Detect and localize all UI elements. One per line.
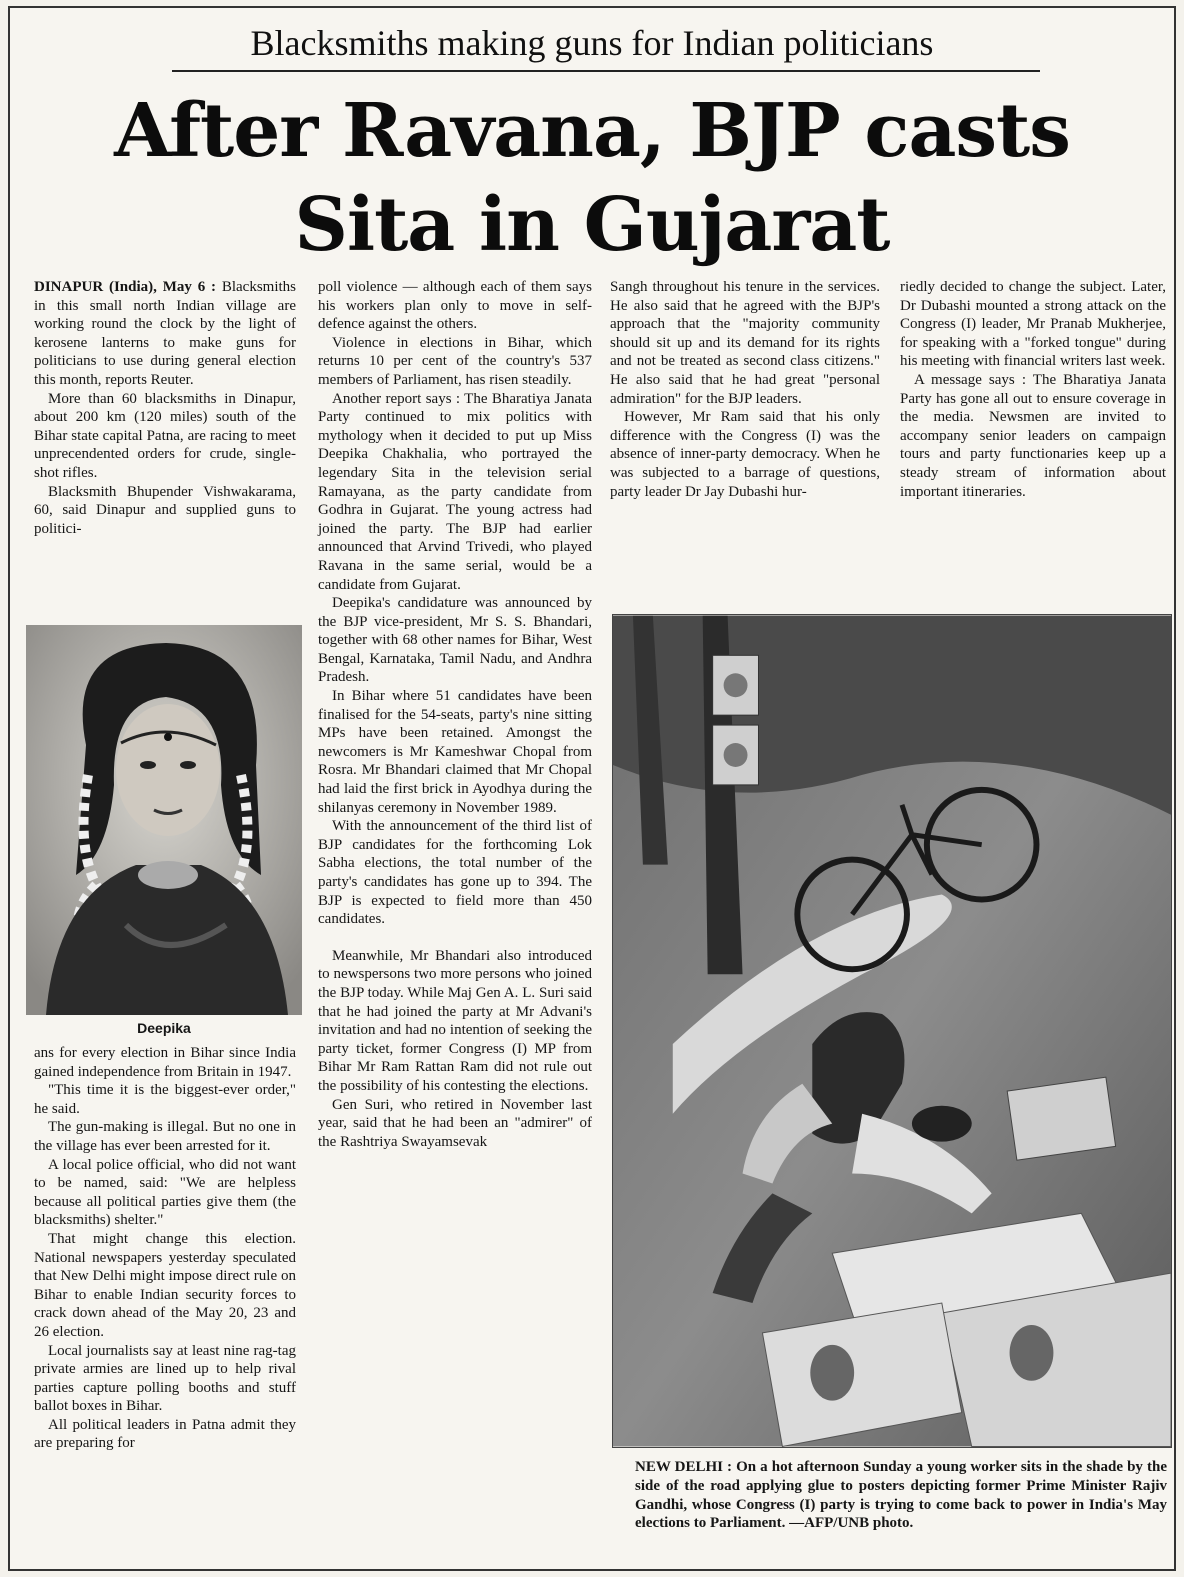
- paragraph: poll violence — although each of them says his workers plan only to move in self-defence against the others.: [318, 279, 592, 333]
- photo-caption: [635, 1458, 1167, 1533]
- portrait-caption: Deepika: [137, 1020, 191, 1036]
- paragraph: ans for every election in Bihar since India gained independence from Britain in 1947.: [34, 1045, 296, 1080]
- column-2: [318, 278, 592, 1151]
- paragraph: riedly decided to change the subject. Later, Dr Dubashi mounted a strong attack on the Congress (I) leader, Mr Pranab Mukherjee, for speaking with a "forked tongue" during his meeting with financial writers last week.: [900, 279, 1166, 370]
- column-4: [900, 278, 1166, 501]
- paragraph: However, Mr Ram said that his only difference with the Congress (I) was the absence of inner-party democracy. When he was subjected to a barrage of questions, party leader Dr Jay Dubashi hur-: [610, 409, 880, 500]
- kicker-rule: [172, 70, 1040, 72]
- paragraph: Violence in elections in Bihar, which returns 10 per cent of the country's 537 members of Parliament, has risen steadily.: [318, 334, 592, 388]
- paragraph: More than 60 blacksmiths in Dinapur, about 200 km (120 miles) south of the Bihar state capital Patna, are racing to meet unprecendented orders for crude, single-shot rifles.: [34, 390, 296, 481]
- paragraph: The gun-making is illegal. But no one in the village has ever been arrested for it.: [34, 1119, 296, 1154]
- headline-line-2: Sita in Gujarat: [294, 182, 890, 268]
- caption-dateline: NEW DELHI :: [635, 1459, 733, 1475]
- street-worker-photo: [612, 614, 1172, 1448]
- paragraph: Another report says : The Bharatiya Janata Party continued to mix politics with mythology when it decided to put up Miss Deepika Chakhalia, who portrayed the legendary Sita in the television serial Ramayana, as the party candidate from Godhra in Gujarat. The young actress had joined the party. The BJP had earlier announced that Arvind Trivedi, who played Ravana in the same serial, would be a candidate from Gujarat.: [318, 390, 592, 593]
- caption-credit: —AFP/UNB photo.: [789, 1515, 914, 1532]
- caption-text: On a hot afternoon Sunday a young worker sits in the shade by the side of the road applying glue to posters depicting former Prime Minister Rajiv Gandhi, whose Congress (I) party is trying to come back to power in India's May elections to Parliament.: [635, 1459, 1167, 1532]
- paragraph: Deepika's candidature was announced by the BJP vice-president, Mr S. S. Bhandari, together with 68 other names for Bihar, West Bengal, Karnataka, Tamil Nadu, and Andhra Pradesh.: [318, 595, 592, 686]
- dateline: DINAPUR (India), May 6 :: [34, 279, 217, 295]
- main-headline: [10, 84, 1174, 272]
- paragraph: Blacksmith Bhupender Vishwakarama, 60, said Dinapur and supplied guns to politici-: [34, 483, 296, 537]
- paragraph: In Bihar where 51 candidates have been finalised for the 54-seats, party's nine sitting MPs have been retained. Amongst the newcomers is Mr Kameshwar Chopal from Rosra. Mr Bhandari claimed that Mr Chopal had laid the first brick in Ayodhya during the shilanyas ceremony in November 1989.: [318, 688, 592, 816]
- street-worker-photo-image: [613, 615, 1171, 1447]
- paragraph: With the announcement of the third list of BJP candidates for the forthcoming Lok Sabha elections, the total number of the party's candidates has gone up to 394. The BJP is expected to field more than 450 candidates.: [318, 818, 592, 928]
- paragraph: A message says : The Bharatiya Janata Party has gone all out to ensure coverage in the media. Newsmen are invited to accompany senior leaders on campaign tours and party functionaries keep up a steady stream of information about important itineraries.: [900, 371, 1166, 500]
- column-3: [610, 278, 880, 501]
- paragraph: Gen Suri, who retired in November last year, said that he had been an "admirer" of the Rashtriya Swayamsevak: [318, 1096, 592, 1150]
- portrait-photo: [26, 625, 302, 1015]
- paragraph: Local journalists say at least nine rag-tag private armies are lined up to help rival parties capture polling booths and stuff ballot boxes in Bihar.: [34, 1342, 296, 1415]
- newspaper-page: [8, 6, 1176, 1571]
- column-1-top: [34, 278, 296, 538]
- paragraph: "This time it is the biggest-ever order," he said.: [34, 1082, 296, 1117]
- paragraph: Meanwhile, Mr Bhandari also introduced to newspersons two more persons who joined the BJP today. While Maj Gen A. L. Suri said that he had joined the party at Mr Advani's invitation and had no intention of seeking the party ticket, former Congress (I) MP from Bihar Mr Ram Rattan Ram did not rule out the possibility of his contesting the elections.: [318, 947, 592, 1094]
- kicker-headline: Blacksmiths making guns for Indian politicians: [250, 23, 934, 63]
- paragraph: A local police official, who did not want to be named, said: "We are helpless because all political parties give them (the blacksmiths) shelter.": [34, 1156, 296, 1229]
- headline-line-1: After Ravana, BJP casts: [114, 88, 1070, 174]
- paragraph: Sangh throughout his tenure in the services. He also said that he agreed with the BJP's approach that the "majority community should sit up and its demand for its rights and not be treated as second class citizens." He also said that he had great "personal admiration" for the BJP leaders.: [610, 279, 880, 407]
- paragraph: That might change this election. National newspapers yesterday speculated that New Delhi might impose direct rule on Bihar to enable Indian security forces to crack down ahead of the May 20, 23 and 26 election.: [34, 1230, 296, 1340]
- portrait-photo-image: [26, 625, 302, 1015]
- paragraph: DINAPUR (India), May 6 : Blacksmiths in this small north Indian village are working round the clock by the light of kerosene lanterns to make guns for politicians to use during general election this month, reports Reuter.: [34, 279, 297, 388]
- paragraph: All political leaders in Patna admit they are preparing for: [34, 1416, 296, 1452]
- column-1-bottom: [34, 1044, 296, 1453]
